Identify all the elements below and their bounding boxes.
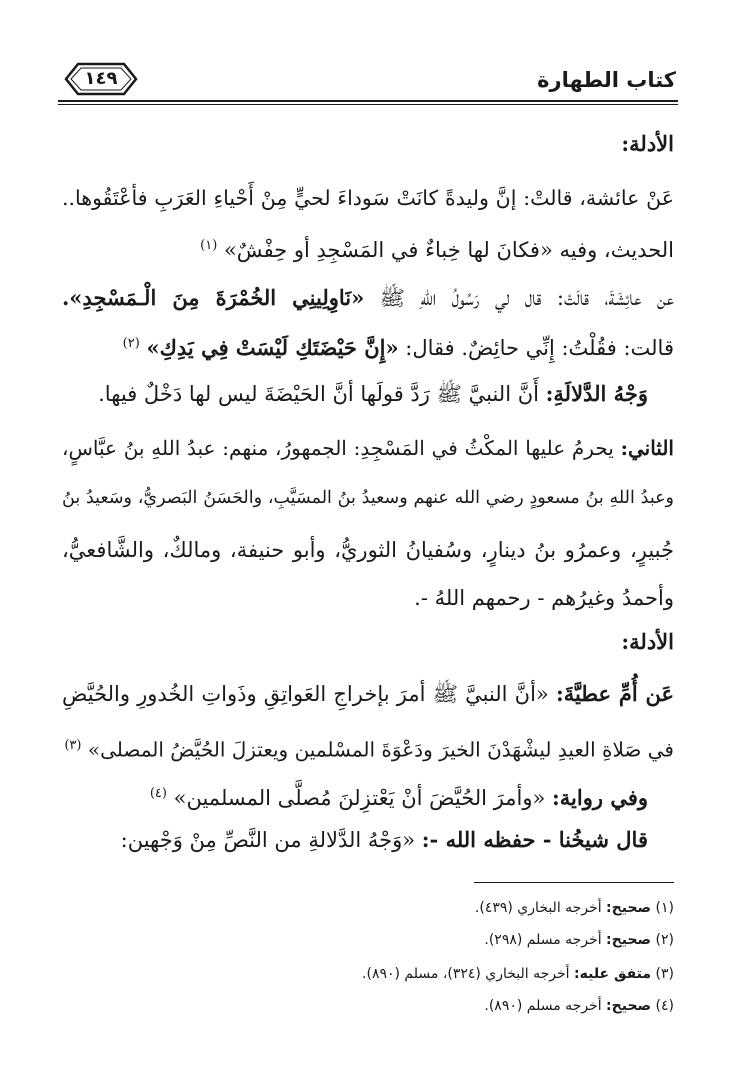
page-number-badge — [64, 62, 138, 96]
text-span: «وَجْهُ الدَّلالةِ من النَّصِّ مِنْ وَجْهين: — [120, 828, 422, 852]
footnote-ref[interactable]: (٤) — [149, 786, 167, 801]
inline-heading: عَن أُمِّ عطيَّةَ: — [555, 681, 674, 706]
footnote — [62, 928, 674, 952]
text-line — [62, 374, 648, 414]
inline-heading: وفي رواية: — [552, 785, 648, 810]
footnote-number: (٢) — [655, 932, 674, 948]
text-span: عن عائِشَةَ، قالَتْ: قال لي رَسُولُ اللهِ ﷺ — [364, 286, 674, 310]
hadith-quote: «إِنَّ حَيْضَتَكِ لَيْسَتْ فِي يَدِكِ» — [146, 335, 399, 360]
text-line — [62, 820, 648, 860]
text-line — [62, 278, 674, 318]
text-line — [62, 674, 674, 714]
text-span: في صَلاةِ العيدِ ليشْهَدْنَ الخيرَ ودَعْوَةَ المسْلمين ويعتزلَ الحُيَّضُ المصلى» — [87, 737, 674, 762]
inline-heading: قال شيخُنا - حفظه الله -: — [421, 827, 648, 852]
text-line: عَنْ عائشة، قالتْ: إنَّ وليدةً كانَتْ سَوداءَ لحيٍّ مِنْ أَحْياءِ العَرَبِ فأعْتَقُوها.. — [62, 186, 674, 210]
text-line — [62, 428, 674, 468]
text-line: جُبيرٍ، وعمرُو بنُ دينارٍ، وسُفيانُ الثوريُّ، وأبو حنيفة، ومالكٌ، والشَّافعيُّ، — [62, 538, 674, 562]
footnote-text: أخرجه البخاري (٤٣٩). — [474, 900, 607, 916]
footnote — [62, 994, 674, 1018]
inline-heading: الثاني: — [620, 436, 674, 460]
footnote-ref[interactable]: (٣) — [64, 738, 82, 753]
section-heading-evidence: الأدلة: — [621, 629, 674, 654]
text-line — [62, 226, 674, 270]
footnote-rule — [474, 882, 674, 883]
text-line: وأحمدُ وغيرُهم - رحمهم اللهُ -. — [414, 586, 674, 610]
footnote-text: أخرجه البخاري (٣٢٤)، مسلم (٨٩٠). — [362, 966, 575, 982]
chapter-title: كتاب الطهارة — [537, 68, 676, 92]
footnote-label: صحيح: — [606, 932, 652, 948]
text-line — [62, 324, 674, 368]
text-span: «وأمرَ الحُيَّضَ أنْ يَعْتزِلنَ مُصلَّى المسلمين» — [173, 786, 553, 810]
footnote-text: أخرجه مسلم (٨٩٠). — [484, 998, 607, 1014]
footnote-label: صحيح: — [606, 900, 652, 916]
text-span: «أنَّ النبيَّ ﷺ أمرَ بإخراجِ العَواتِقِ وذَواتِ الخُدورِ والحُيَّضِ — [62, 682, 556, 706]
footnote — [62, 896, 674, 920]
footnote-number: (٤) — [655, 998, 674, 1014]
hadith-quote: «نَاوِلِينِي الخُمْرَةَ مِنَ الْـمَسْجِدِ». — [62, 285, 365, 310]
header-rule — [58, 100, 678, 104]
section-heading-evidence: الأدلة: — [621, 131, 674, 156]
footnote — [62, 962, 674, 986]
text-line — [62, 726, 674, 770]
text-span: قالت: فقُلْتُ: إِنِّي حائِضٌ. فقال: — [398, 336, 674, 360]
footnote-number: (١) — [655, 900, 674, 916]
footnote-text: أخرجه مسلم (٢٩٨). — [484, 932, 607, 948]
footnote-number: (٣) — [655, 966, 674, 982]
text-line: وعبدُ اللهِ بنُ مسعودٍ رضي الله عنهم وسعيدُ بنُ المسَيَّبِ، والحَسَنُ البَصريُّ، وسَعيدُ بنُ — [62, 488, 674, 508]
footnote-ref[interactable]: (٢) — [122, 336, 140, 351]
inline-heading: وَجْهُ الدَّلالَةِ: — [545, 381, 648, 406]
footnote-label: متفق عليه: — [574, 966, 652, 982]
footnote-label: صحيح: — [606, 998, 652, 1014]
text-span: الحديث، وفيه «فكانَ لها خِباءٌ في المَسْجِدِ أو حِفْشٌ» — [223, 238, 674, 262]
page-number: ١٤٩ — [84, 68, 118, 89]
footnote-ref[interactable]: (١) — [200, 238, 218, 253]
text-span: يحرمُ عليها المكْثُ في المَسْجِدِ: الجمهورُ، منهم: عبدُ اللهِ بنُ عبَّاسٍ، — [62, 436, 621, 460]
text-span: أَنَّ النبيَّ ﷺ رَدَّ قولَها أنَّ الحَيْضَةَ ليس لها دَخْلٌ فيها. — [98, 382, 546, 406]
text-line — [62, 774, 648, 818]
